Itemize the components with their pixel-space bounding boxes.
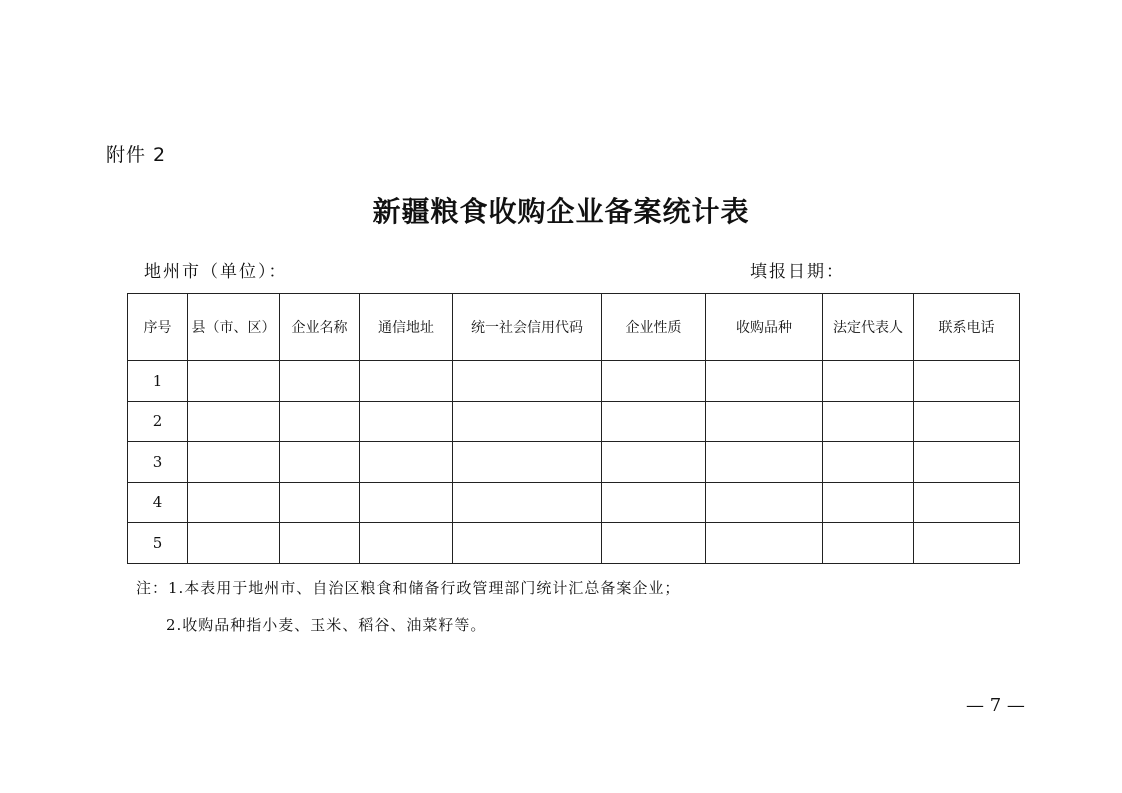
table-row	[128, 523, 1020, 564]
purchase-variety-cell	[706, 482, 823, 523]
header-credit-code: 统一社会信用代码	[453, 294, 602, 361]
header-serial-number: 序号	[128, 294, 188, 361]
credit-code-cell	[453, 401, 602, 442]
phone-cell	[914, 523, 1020, 564]
header-purchase-variety: 收购品种	[706, 294, 823, 361]
table-row	[128, 442, 1020, 483]
county-cell	[188, 401, 280, 442]
phone-cell	[914, 401, 1020, 442]
company-type-cell	[602, 361, 706, 402]
header-company-name: 企业名称	[280, 294, 360, 361]
legal-representative-cell	[823, 523, 914, 564]
phone-cell	[914, 482, 1020, 523]
company-name-cell	[280, 401, 360, 442]
table-row	[128, 401, 1020, 442]
company-type-cell	[602, 523, 706, 564]
company-name-cell	[280, 442, 360, 483]
serial-number-cell: 5	[128, 523, 188, 564]
header-legal-representative: 法定代表人	[823, 294, 914, 361]
header-address: 通信地址	[360, 294, 453, 361]
credit-code-cell	[453, 482, 602, 523]
header-company-type: 企业性质	[602, 294, 706, 361]
address-cell	[360, 482, 453, 523]
unit-label: 地州市（单位）：	[144, 262, 288, 282]
address-cell	[360, 523, 453, 564]
company-name-cell	[280, 482, 360, 523]
county-cell	[188, 442, 280, 483]
document-title: 新疆粮食收购企业备案统计表	[372, 195, 750, 228]
table-row	[128, 482, 1020, 523]
company-type-cell	[602, 442, 706, 483]
fill-date-label: 填报日期：	[750, 262, 845, 282]
legal-representative-cell	[823, 442, 914, 483]
serial-number-cell: 1	[128, 361, 188, 402]
phone-cell	[914, 442, 1020, 483]
serial-number-cell: 2	[128, 401, 188, 442]
phone-cell	[914, 361, 1020, 402]
county-cell	[188, 523, 280, 564]
credit-code-cell	[453, 361, 602, 402]
company-type-cell	[602, 401, 706, 442]
purchase-variety-cell	[706, 442, 823, 483]
page-number: — 7 —	[966, 695, 1025, 716]
table-row	[128, 361, 1020, 402]
address-cell	[360, 361, 453, 402]
company-type-cell	[602, 482, 706, 523]
attachment-label: 附件 2	[106, 144, 167, 166]
purchase-variety-cell	[706, 523, 823, 564]
legal-representative-cell	[823, 482, 914, 523]
serial-number-cell: 4	[128, 482, 188, 523]
credit-code-cell	[453, 523, 602, 564]
address-cell	[360, 442, 453, 483]
note-line-2: 2.收购品种指小麦、玉米、稻谷、油菜籽等。	[166, 616, 487, 634]
purchase-variety-cell	[706, 361, 823, 402]
registration-table	[127, 293, 1020, 564]
header-county: 县（市、区）	[188, 294, 280, 361]
credit-code-cell	[453, 442, 602, 483]
company-name-cell	[280, 361, 360, 402]
serial-number-cell: 3	[128, 442, 188, 483]
legal-representative-cell	[823, 361, 914, 402]
county-cell	[188, 482, 280, 523]
county-cell	[188, 361, 280, 402]
table-header-row	[128, 294, 1020, 361]
address-cell	[360, 401, 453, 442]
legal-representative-cell	[823, 401, 914, 442]
company-name-cell	[280, 523, 360, 564]
header-phone: 联系电话	[914, 294, 1020, 361]
note-line-1: 注：1.本表用于地州市、自治区粮食和储备行政管理部门统计汇总备案企业；	[136, 579, 681, 597]
purchase-variety-cell	[706, 401, 823, 442]
